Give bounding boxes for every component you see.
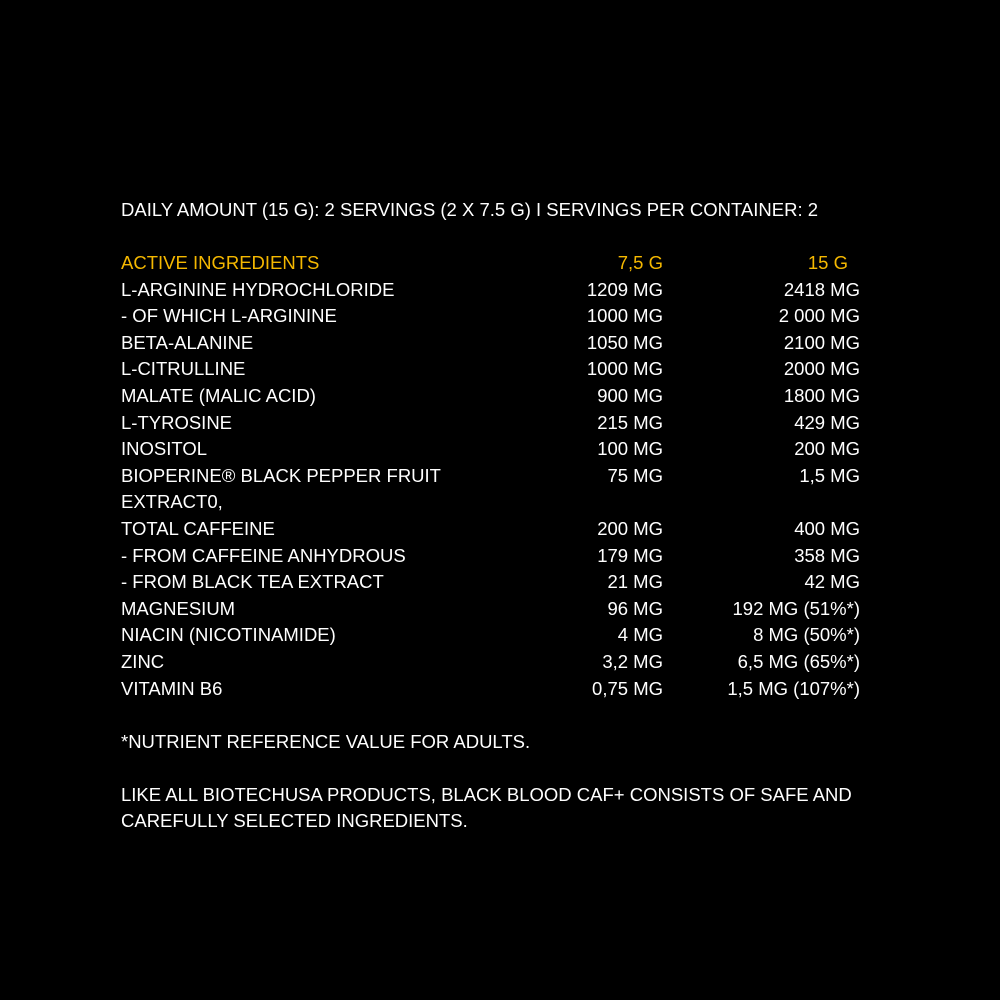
table-row xyxy=(121,277,861,304)
amount-per-serving: 900 MG xyxy=(597,384,663,406)
column-header-serving: 7,5 G xyxy=(617,252,663,273)
table-row xyxy=(121,676,861,703)
amount-per-day: 2000 MG xyxy=(783,358,860,380)
column-header-ingredients: ACTIVE INGREDIENTS xyxy=(121,252,320,273)
amount-per-day: 8 MG (50%*) xyxy=(753,624,860,646)
amount-per-day: 1,5 MG (107%*) xyxy=(727,677,860,699)
amount-per-serving: 1000 MG xyxy=(586,305,663,327)
amount-per-day: 2418 MG xyxy=(783,278,860,300)
amount-per-serving: 4 MG xyxy=(617,624,663,646)
table-row xyxy=(121,436,861,463)
ingredient-name: L-CITRULLINE xyxy=(121,358,246,380)
ingredient-name: BIOPERINE® BLACK PEPPER FRUIT EXTRACT0, xyxy=(121,464,441,513)
ingredient-name: TOTAL CAFFEINE xyxy=(121,517,275,539)
amount-per-serving: 75 MG xyxy=(607,464,663,486)
ingredient-name: BETA-ALANINE xyxy=(121,331,254,353)
amount-per-day: 42 MG xyxy=(804,571,860,593)
footnote: *NUTRIENT REFERENCE VALUE FOR ADULTS. xyxy=(121,731,531,752)
table-row xyxy=(121,463,861,516)
closing-text-line-2: CAREFULLY SELECTED INGREDIENTS. xyxy=(121,810,468,831)
amount-per-serving: 215 MG xyxy=(597,411,663,433)
table-row xyxy=(121,596,861,623)
ingredient-name: VITAMIN B6 xyxy=(121,677,223,699)
amount-per-day: 1,5 MG xyxy=(799,464,860,486)
amount-per-day: 200 MG xyxy=(794,438,860,460)
ingredient-name: MALATE (MALIC ACID) xyxy=(121,384,316,406)
table-row xyxy=(121,622,861,649)
ingredient-name: L-TYROSINE xyxy=(121,411,233,433)
amount-per-serving: 1209 MG xyxy=(586,278,663,300)
amount-per-serving: 0,75 MG xyxy=(592,677,663,699)
daily-amount-header: DAILY AMOUNT (15 G): 2 SERVINGS (2 X 7.5 G) I SERVINGS PER CONTAINER: 2 xyxy=(121,199,819,220)
amount-per-day: 429 MG xyxy=(794,411,860,433)
amount-per-serving: 100 MG xyxy=(597,438,663,460)
ingredient-name: ZINC xyxy=(121,650,165,672)
amount-per-day: 358 MG xyxy=(794,544,860,566)
closing-text-line-1: LIKE ALL BIOTECHUSA PRODUCTS, BLACK BLOOD CAF+ CONSISTS OF SAFE AND xyxy=(121,784,852,805)
amount-per-serving: 96 MG xyxy=(607,597,663,619)
spacer xyxy=(121,702,852,729)
amount-per-day: 6,5 MG (65%*) xyxy=(737,650,860,672)
amount-per-day: 2100 MG xyxy=(783,331,860,353)
amount-per-serving: 1050 MG xyxy=(586,331,663,353)
table-row xyxy=(121,330,861,357)
table-row xyxy=(121,303,861,330)
ingredient-name: - FROM BLACK TEA EXTRACT xyxy=(121,571,384,593)
column-header-daily: 15 G xyxy=(807,252,848,273)
table-row xyxy=(121,516,861,543)
amount-per-day: 192 MG (51%*) xyxy=(732,597,860,619)
ingredients-table xyxy=(121,250,861,702)
table-row xyxy=(121,410,861,437)
amount-per-serving: 179 MG xyxy=(597,544,663,566)
ingredient-name: - OF WHICH L-ARGININE xyxy=(121,305,337,327)
table-row xyxy=(121,356,861,383)
table-row xyxy=(121,543,861,570)
ingredient-name: INOSITOL xyxy=(121,438,208,460)
ingredient-name: - FROM CAFFEINE ANHYDROUS xyxy=(121,544,406,566)
table-row xyxy=(121,569,861,596)
ingredient-name: L-ARGININE HYDROCHLORIDE xyxy=(121,278,395,300)
amount-per-serving: 21 MG xyxy=(607,571,663,593)
ingredient-name: MAGNESIUM xyxy=(121,597,236,619)
ingredient-name: NIACIN (NICOTINAMIDE) xyxy=(121,624,336,646)
table-body xyxy=(121,277,861,703)
table-header-row xyxy=(121,250,861,277)
table-row xyxy=(121,649,861,676)
amount-per-serving: 1000 MG xyxy=(586,358,663,380)
amount-per-serving: 3,2 MG xyxy=(602,650,663,672)
notes-section xyxy=(121,702,852,834)
amount-per-day: 2 000 MG xyxy=(778,305,860,327)
spacer xyxy=(121,755,852,782)
table-row xyxy=(121,383,861,410)
amount-per-day: 1800 MG xyxy=(783,384,860,406)
amount-per-serving: 200 MG xyxy=(597,517,663,539)
amount-per-day: 400 MG xyxy=(794,517,860,539)
